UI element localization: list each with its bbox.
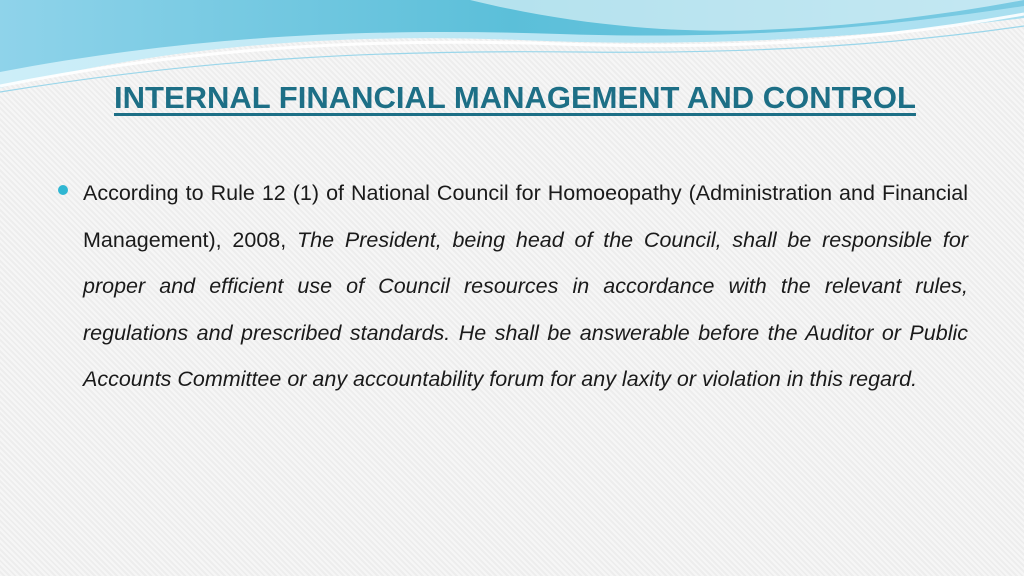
bullet-paragraph <box>83 170 968 403</box>
paragraph-italic-text: The President, being head of the Council, shall be responsible for proper and efficient use of Council resources in accordance with the relevant rules, regulations and prescribed standards. He shall be answerable before the Auditor or Public Accounts Committee or any accountability forum for any laxity or violation in this regard. <box>83 227 968 391</box>
slide-title: INTERNAL FINANCIAL MANAGEMENT AND CONTROL <box>114 80 916 115</box>
paragraph-plain-text: According to Rule 12 (1) of National Council for Homoeopathy (Administration and Financial Management), 2008, <box>83 181 968 252</box>
bullet-icon <box>58 185 68 195</box>
bullet-list-item <box>58 170 968 403</box>
